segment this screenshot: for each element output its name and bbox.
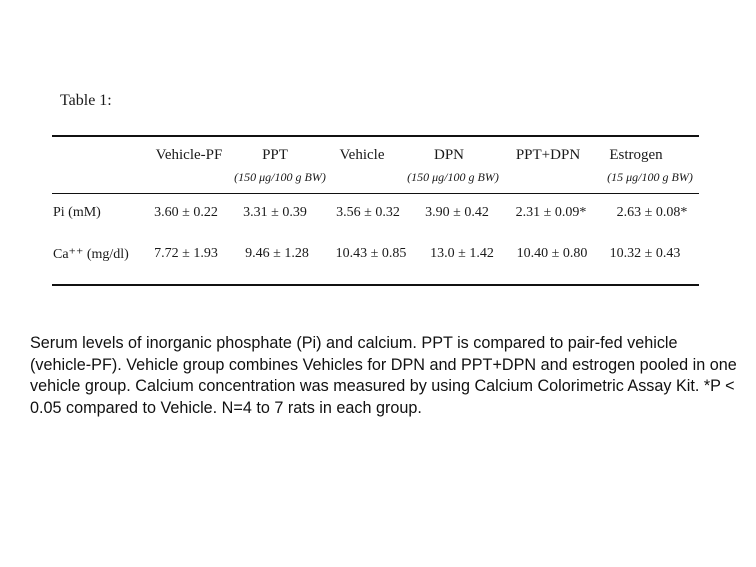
col-subheader-dpn: (150 μg/100 g BW) (407, 170, 499, 184)
table-cell: 3.56 ± 0.32 (336, 205, 400, 220)
col-subheader-estrogen: (15 μg/100 g BW) (607, 170, 693, 184)
table-cell: 13.0 ± 1.42 (430, 246, 494, 261)
table-cell: 3.60 ± 0.22 (154, 205, 218, 220)
row-label-ca: Ca⁺⁺ (mg/dl) (53, 247, 129, 262)
table-cell: 10.32 ± 0.43 (609, 246, 681, 261)
table-cell: 9.46 ± 1.28 (245, 246, 309, 261)
table-cell: 10.40 ± 0.80 (516, 246, 588, 261)
col-header-ppt: PPT (262, 147, 288, 163)
col-header-vehicle-pf: Vehicle-PF (155, 147, 223, 163)
table-cell: 2.31 ± 0.09* (515, 205, 587, 220)
table-cell: 3.31 ± 0.39 (243, 205, 307, 220)
row-label-pi: Pi (mM) (53, 205, 101, 220)
table-cell: 10.43 ± 0.85 (335, 246, 407, 261)
table-cell: 2.63 ± 0.08* (616, 205, 688, 220)
table-bottom-rule (52, 284, 699, 286)
table-cell: 7.72 ± 1.93 (154, 246, 218, 261)
col-header-vehicle: Vehicle (339, 147, 385, 163)
table-cell: 3.90 ± 0.42 (425, 205, 489, 220)
table-header-rule (52, 193, 699, 194)
table-title: Table 1: (60, 92, 112, 109)
col-header-ppt-dpn: PPT+DPN (515, 147, 581, 163)
col-header-estrogen: Estrogen (609, 147, 663, 163)
col-subheader-ppt: (150 μg/100 g BW) (234, 170, 326, 184)
col-header-dpn: DPN (433, 147, 465, 163)
table-top-rule (52, 135, 699, 137)
table-caption: Serum levels of inorganic phosphate (Pi) and calcium. PPT is compared to pair-fed vehicle (vehicle-PF). Vehicle group combines Vehicles for DPN and PPT+DPN and estrogen pooled in one vehicle group. Calcium concentration was measured by using Calcium Colorimetric Assay Kit. *P < 0.05 compared to Vehicle. N=4 to 7 rats in each group. (30, 334, 737, 417)
